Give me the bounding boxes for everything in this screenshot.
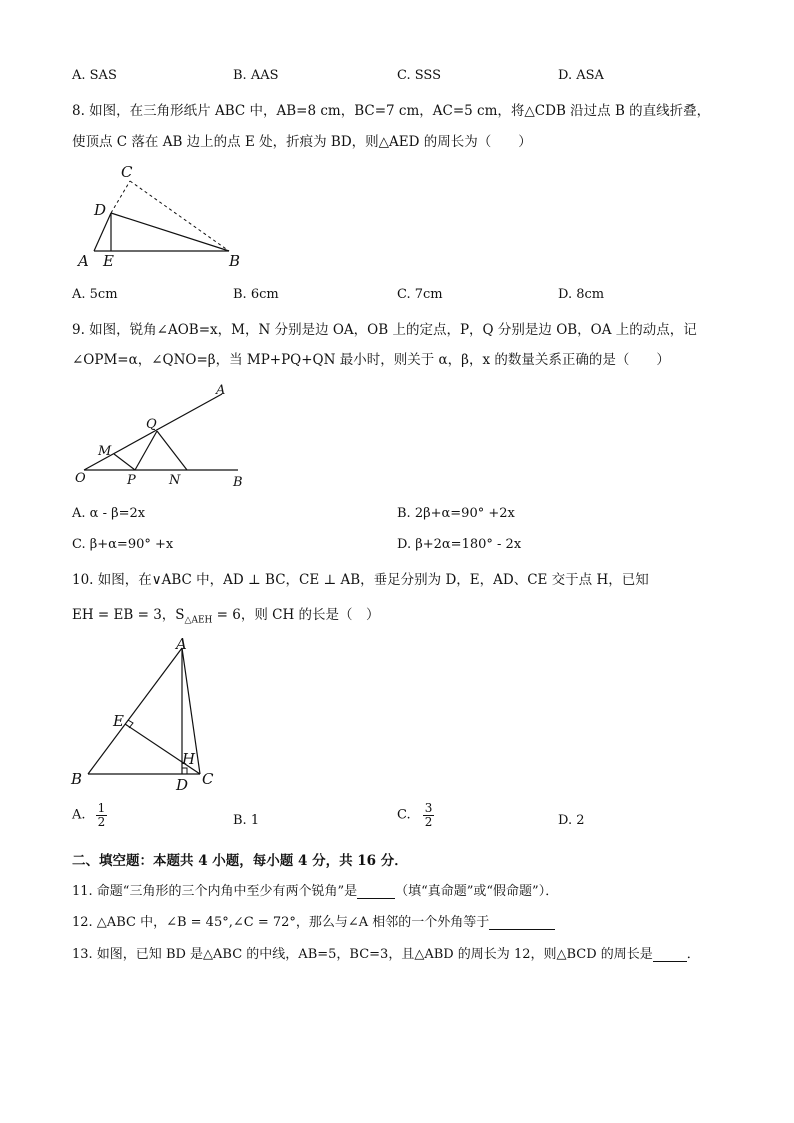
q8-segment-cb	[130, 181, 229, 251]
q9-label-q: Q	[146, 417, 157, 432]
q12-text	[72, 911, 555, 930]
q9-label-a: A	[216, 383, 226, 398]
q10-option-b: B. 1	[233, 813, 260, 828]
q8-option-d: D. 8cm	[558, 287, 605, 302]
q10-option-a-fraction	[96, 802, 108, 828]
q9-segment-pq	[135, 431, 157, 470]
q9-label-b: B	[233, 475, 243, 490]
q13-text-a: 13. 如图，已知 BD 是△ABC 的中线，AB=5，BC=3，且△ABD 的周长为 12，则△BCD 的周长是	[72, 947, 653, 962]
q10-option-c-numerator: 3	[424, 801, 433, 815]
q8-text-line1: 8. 如图，在三角形纸片 ABC 中，AB=8 cm，BC=7 cm，AC=5 cm，将△CDB 沿过点 B 的直线折叠，	[72, 103, 711, 119]
q10-area-subscript: △AEH	[184, 615, 213, 626]
q13-answer-blank[interactable]	[653, 947, 687, 962]
q10-label-d: D	[176, 776, 189, 794]
q8-label-e: E	[103, 252, 114, 270]
q10-option-a-prefix: A.	[72, 807, 86, 823]
q7-option-b: B. AAS	[233, 68, 279, 83]
q10-option-d: D. 2	[558, 813, 585, 828]
q8-label-d: D	[94, 201, 107, 219]
q8-segment-dc	[111, 181, 130, 213]
q8-label-c: C	[121, 163, 133, 181]
q9-segment-mp	[114, 454, 135, 470]
q9-option-c: C. β+α=90° +x	[72, 537, 174, 552]
q10-segment-ba	[88, 648, 182, 774]
q10-option-a-denominator: 2	[97, 814, 106, 829]
q10-option-c-prefix: C.	[397, 807, 411, 823]
q8-label-b: B	[229, 252, 241, 270]
q11-text	[72, 880, 558, 899]
q11-answer-blank[interactable]	[357, 884, 395, 899]
q10-label-h: H	[182, 750, 196, 768]
q10-text-line2	[72, 603, 380, 626]
q9-option-b: B. 2β+α=90° +2x	[397, 506, 515, 521]
q10-option-c-denominator: 2	[424, 814, 433, 829]
q10-option-a-numerator: 1	[97, 801, 106, 815]
q9-option-d: D. β+2α=180° - 2x	[397, 537, 522, 552]
q10-text-line2-a: EH = EB = 3，S	[72, 607, 185, 623]
q7-option-c: C. SSS	[397, 68, 442, 83]
q7-option-a: A. SAS	[72, 68, 117, 83]
q9-label-n: N	[169, 473, 181, 488]
q10-option-a	[72, 802, 107, 828]
q8-option-a: A. 5cm	[72, 287, 118, 302]
q13-text-b: ．	[686, 947, 700, 962]
q9-figure	[70, 380, 260, 495]
q9-text-line1: 9. 如图，锐角∠AOB=x，M，N 分别是边 OA，OB 上的定点，P，Q 分别是边 OB，OA 上的动点，记	[72, 322, 697, 338]
q9-label-m: M	[98, 444, 112, 459]
q9-text-line2: ∠OPM=α，∠QNO=β，当 MP+PQ+QN 最小时，则关于 α，β，x 的数量关系正确的是（ ）	[72, 352, 670, 368]
q10-label-e: E	[113, 712, 124, 730]
q9-option-a: A. α - β=2x	[72, 506, 146, 521]
section-fill-in-title: 二、填空题：本题共 4 小题，每小题 4 分，共 16 分．	[72, 853, 408, 869]
q8-figure	[70, 158, 250, 273]
q8-option-b: B. 6cm	[233, 287, 279, 302]
q12-answer-blank[interactable]	[489, 915, 555, 930]
q8-text-line2: 使顶点 C 落在 AB 边上的点 E 处，折痕为 BD，则△AED 的周长为（ ）	[72, 134, 532, 150]
q10-text-line1: 10. 如图，在∨ABC 中，AD ⊥ BC，CE ⊥ AB，垂足分别为 D，E，AD、CE 交于点 H，已知	[72, 572, 649, 588]
q10-option-c	[397, 802, 434, 828]
q13-text	[72, 943, 700, 962]
q9-segment-qn	[157, 431, 187, 470]
q10-label-b: B	[71, 770, 83, 788]
q10-option-c-fraction	[423, 802, 435, 828]
q10-figure	[68, 632, 228, 797]
q12-text-main: 12. △ABC 中，∠B = 45°,∠C = 72°，那么与∠A 相邻的一个外角等于	[72, 915, 490, 930]
q11-text-a: 11. 命题“三角形的三个内角中至少有两个锐角”是	[72, 884, 358, 899]
q7-option-d: D. ASA	[558, 68, 604, 83]
q10-label-a: A	[176, 635, 187, 653]
q10-right-angle-d	[182, 768, 187, 774]
q8-label-a: A	[78, 252, 89, 270]
q9-label-o: O	[75, 471, 86, 486]
q11-text-b: （填“真命题”或“假命题”）．	[395, 884, 559, 899]
q8-option-c: C. 7cm	[397, 287, 443, 302]
q8-segment-db	[111, 213, 229, 251]
q10-label-c: C	[202, 770, 214, 788]
q10-text-line2-b: = 6，则 CH 的长是（ ）	[212, 607, 380, 623]
q9-label-p: P	[127, 473, 136, 488]
